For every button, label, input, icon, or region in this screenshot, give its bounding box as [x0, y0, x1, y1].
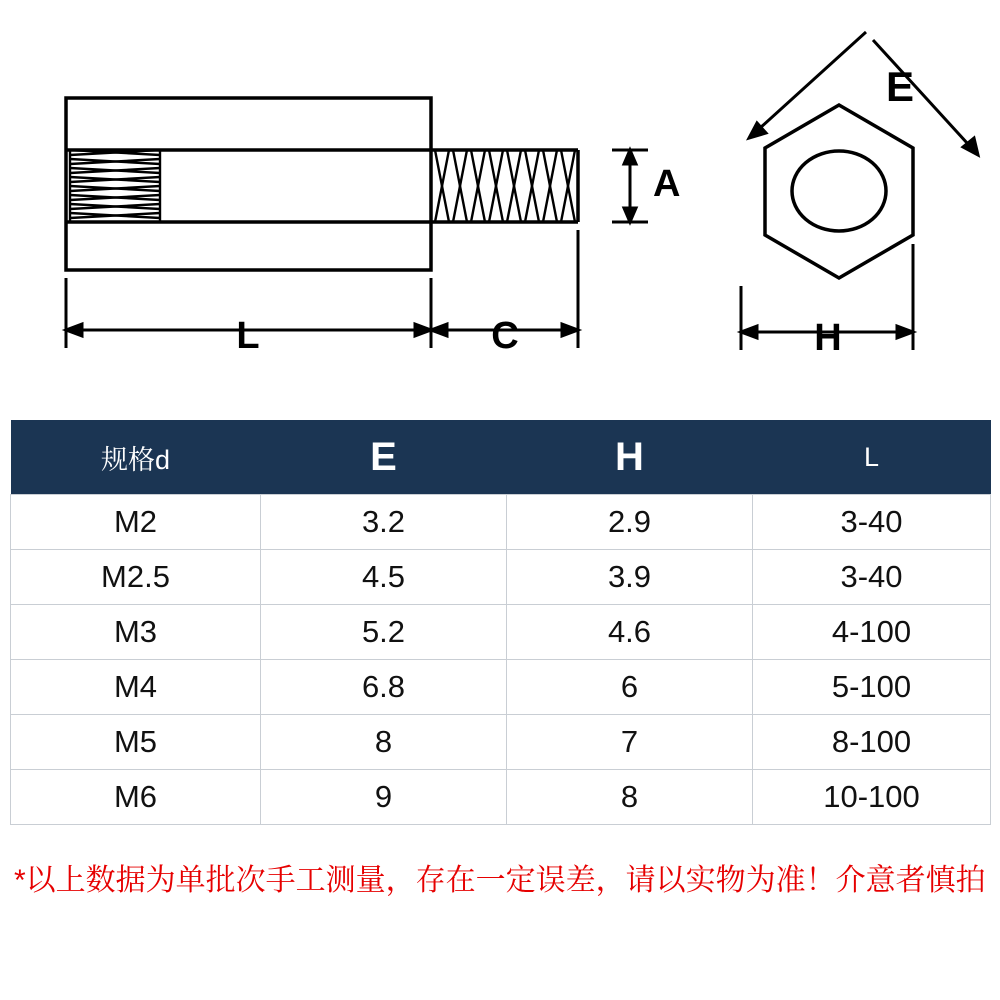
cell-L: 8-100	[753, 715, 991, 770]
cell-E: 3.2	[261, 495, 507, 550]
column-header-E: E	[261, 420, 507, 495]
cell-H: 2.9	[507, 495, 753, 550]
spec-table	[10, 420, 991, 825]
table-row	[11, 495, 991, 550]
measurement-disclaimer-note: *以上数据为单批次手工测量，存在一定误差，请以实物为准！介意者慎拍	[14, 864, 986, 897]
male-thread-hatching	[435, 150, 575, 222]
cell-spec: M2.5	[11, 550, 261, 605]
drawing-svg	[0, 0, 1000, 412]
column-header-L: L	[753, 420, 991, 495]
column-header-H: H	[507, 420, 753, 495]
cell-E: 9	[261, 770, 507, 825]
cell-E: 5.2	[261, 605, 507, 660]
table-row	[11, 660, 991, 715]
table-header-row	[11, 420, 991, 495]
cell-spec: M3	[11, 605, 261, 660]
cell-E: 8	[261, 715, 507, 770]
dimension-label-C: C	[491, 315, 519, 357]
cell-H: 7	[507, 715, 753, 770]
cell-H: 8	[507, 770, 753, 825]
cell-H: 4.6	[507, 605, 753, 660]
cell-L: 3-40	[753, 550, 991, 605]
cell-H: 3.9	[507, 550, 753, 605]
table-row	[11, 770, 991, 825]
cell-E: 4.5	[261, 550, 507, 605]
dimension-label-E: E	[885, 63, 915, 110]
cell-L: 4-100	[753, 605, 991, 660]
column-header-spec-d: 规格d	[11, 420, 261, 495]
technical-drawing	[0, 0, 1000, 412]
dimension-label-A: A	[653, 163, 681, 205]
hex-standoff-end-view	[765, 105, 913, 278]
cell-spec: M2	[11, 495, 261, 550]
cell-spec: M4	[11, 660, 261, 715]
cell-E: 6.8	[261, 660, 507, 715]
table-row	[11, 605, 991, 660]
table-row	[11, 550, 991, 605]
cell-L: 3-40	[753, 495, 991, 550]
hex-standoff-side-view	[66, 98, 578, 270]
dimension-label-L: L	[236, 315, 260, 357]
cell-H: 6	[507, 660, 753, 715]
dimension-A	[612, 150, 648, 222]
cell-L: 10-100	[753, 770, 991, 825]
cell-spec: M5	[11, 715, 261, 770]
table-row	[11, 715, 991, 770]
cell-spec: M6	[11, 770, 261, 825]
dimension-label-H: H	[814, 317, 842, 359]
cell-L: 5-100	[753, 660, 991, 715]
